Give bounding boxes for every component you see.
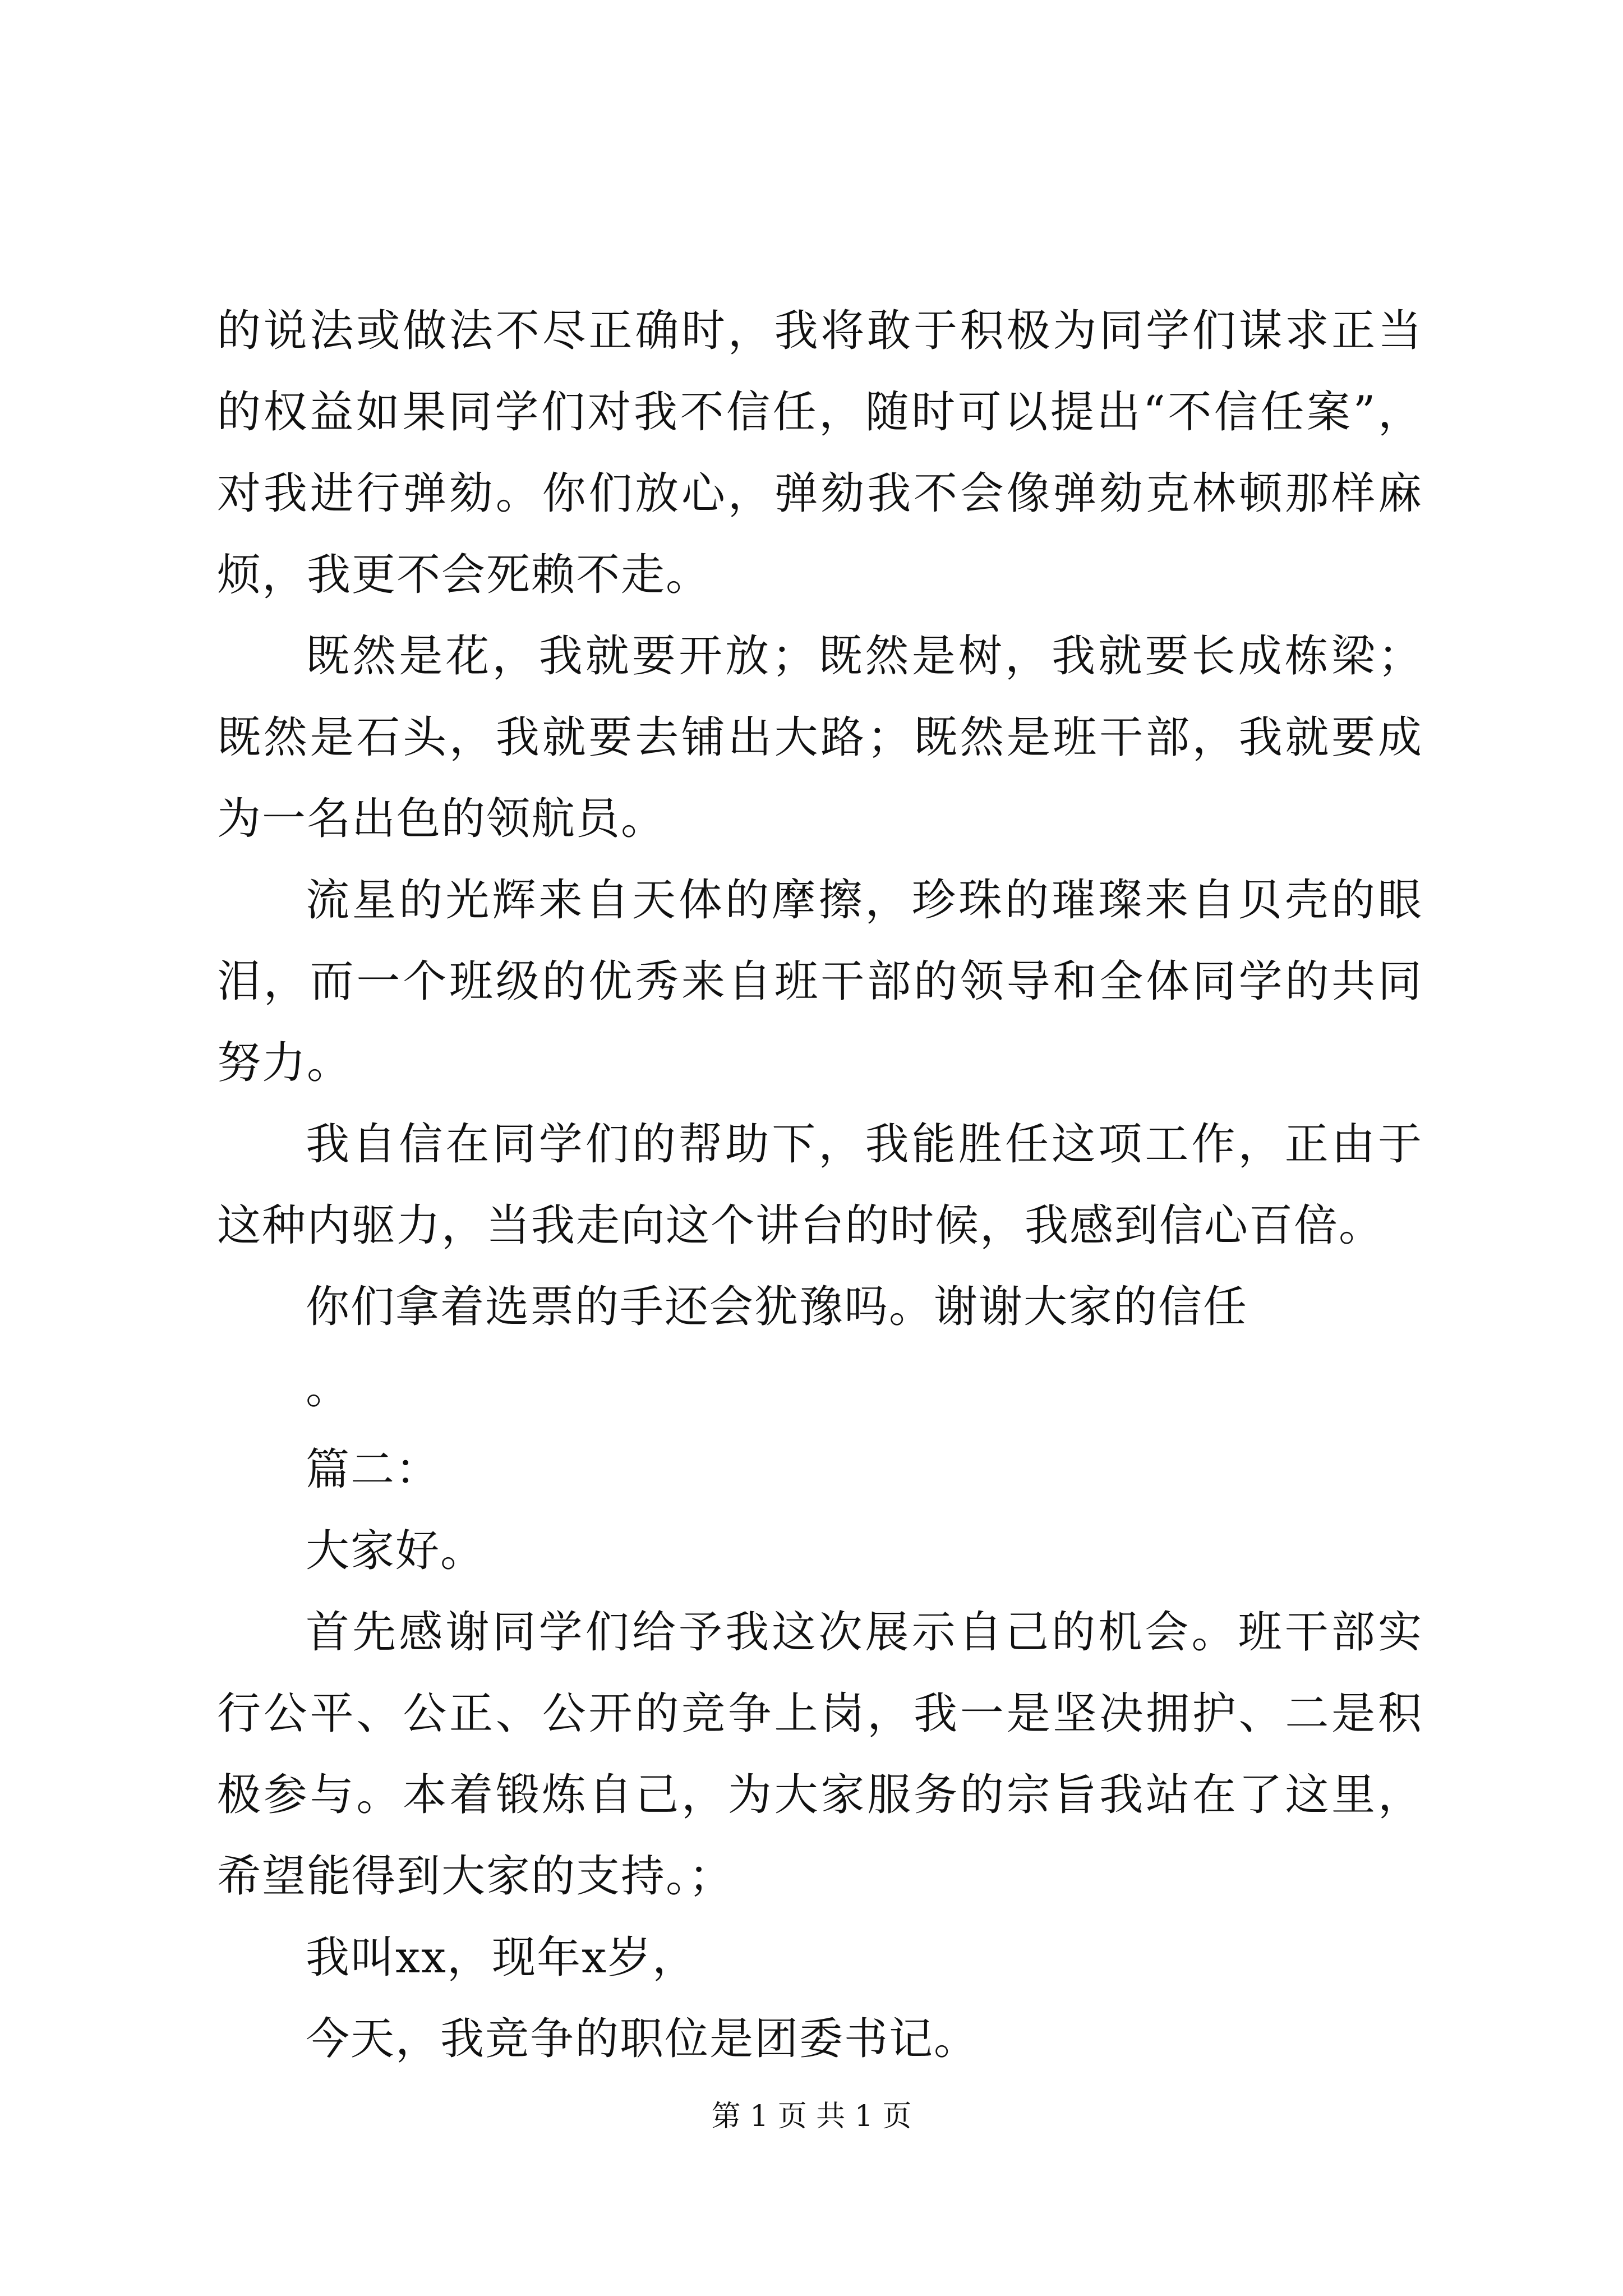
paragraph-thanks: 你们拿着选票的手还会犹豫吗。谢谢大家的信任 — [306, 1282, 1248, 1332]
document-body — [217, 291, 1423, 2080]
section-heading-part-two: 篇二： — [306, 1444, 441, 1495]
paragraph-name-age: 我叫xx，现年x岁， — [306, 1932, 697, 1983]
paragraph-introduction: 首先感谢同学们给予我这次展示自己的机会。班干部实行公平、公正、公开的竞争上岗，我一是坚决拥护、二是积极参与。本着锻炼自己，为大家服务的宗旨我站在了这里，希望能得到大家的支持。； — [217, 1607, 1423, 1902]
paragraph-confidence: 我自信在同学们的帮助下，我能胜任这项工作，正由于这种内驱力，当我走向这个讲台的时候，我感到信心百倍。 — [217, 1119, 1423, 1251]
paragraph-meteor: 流星的光辉来自天体的摩擦，珍珠的璀璨来自贝壳的眼泪，而一个班级的优秀来自班干部的领导和全体同学的共同努力。 — [217, 875, 1423, 1088]
paragraph-period: 。 — [306, 1363, 351, 1414]
paragraph-greeting: 大家好。 — [306, 1526, 486, 1576]
page-number-footer: 第 1 页 共 1 页 — [711, 2100, 912, 2133]
paragraph-flower-tree: 既然是花，我就要开放；既然是树，我就要长成栋梁；既然是石头，我就要去铺出大路；既然是班干部，我就要成为一名出色的领航员。 — [217, 631, 1423, 844]
paragraph-position: 今天，我竞争的职位是团委书记。 — [306, 2014, 979, 2064]
paragraph-continuation: 的说法或做法不尽正确时，我将敢于积极为同学们谋求正当的权益如果同学们对我不信任，随时可以提出“不信任案”，对我进行弹劾。你们放心，弹劾我不会像弹劾克林顿那样麻烦，我更不会死赖不走。 — [217, 306, 1423, 600]
